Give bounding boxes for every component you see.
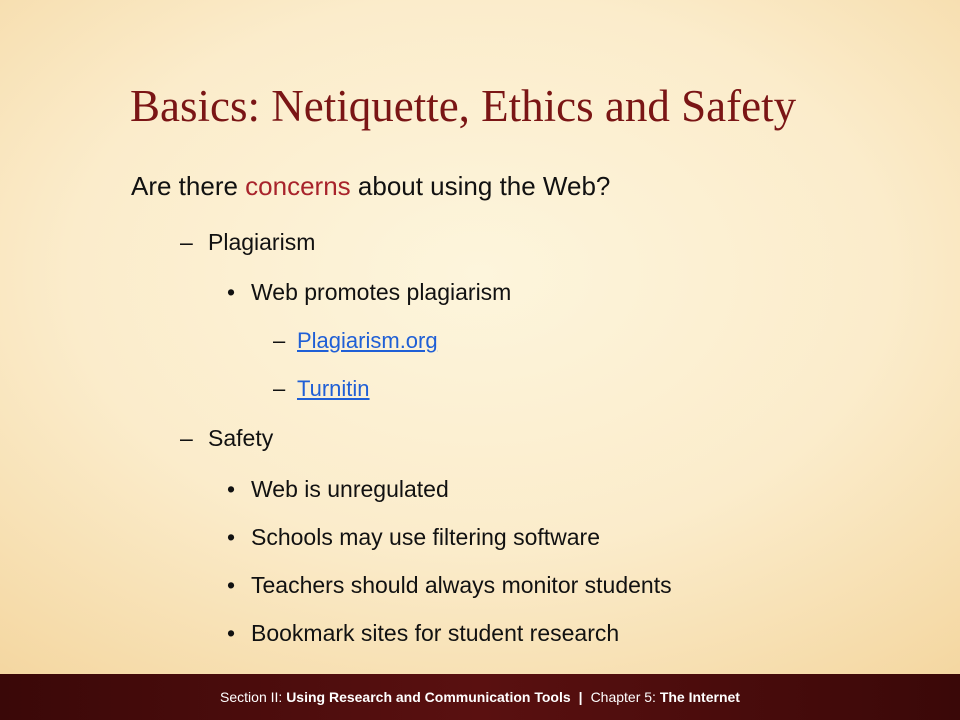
list-item-bookmark-sites [227,620,619,647]
bullet-marker: • [227,620,236,646]
question-before: Are there [131,171,246,201]
bullet-marker: • [227,572,236,598]
safety-label: Safety [208,425,274,451]
question-text [131,171,610,202]
list-item-web-promotes-plagiarism [227,279,511,306]
bullet-text: Teachers should always monitor students [251,572,672,598]
dash-marker: – [180,425,193,451]
bullet-marker: • [227,524,236,550]
bullet-marker: • [227,279,236,305]
bullet-text: Schools may use filtering software [251,524,600,550]
list-item-filtering-software [227,524,600,551]
list-item-web-unregulated [227,476,449,503]
slide-title: Basics: Netiquette, Ethics and Safety [130,81,797,131]
list-item-safety [180,425,273,452]
bullet-marker: • [227,476,236,502]
footer-chapter-prefix: Chapter 5: [590,689,656,705]
footer-separator: | [578,689,583,705]
list-item-turnitin [273,376,370,402]
footer-chapter-title: The Internet [659,689,740,705]
bullet-text: Web promotes plagiarism [251,279,512,305]
list-item-plagiarism [180,229,315,256]
question-after: about using the Web? [350,171,611,201]
footer-bar [0,674,960,720]
footer-section-prefix: Section II: [220,689,283,705]
dash-marker: – [180,229,193,255]
list-item-monitor-students [227,572,672,599]
list-item-plagiarism-org [273,328,438,354]
dash-marker: – [273,328,286,353]
bullet-text: Bookmark sites for student research [251,620,620,646]
turnitin-link[interactable]: Turnitin [297,376,370,401]
question-highlight: concerns [245,171,351,201]
plagiarism-label: Plagiarism [208,229,316,255]
bullet-text: Web is unregulated [251,476,449,502]
plagiarism-org-link[interactable]: Plagiarism.org [297,328,438,353]
footer-section-title: Using Research and Communication Tools [286,689,571,705]
dash-marker: – [273,376,286,401]
